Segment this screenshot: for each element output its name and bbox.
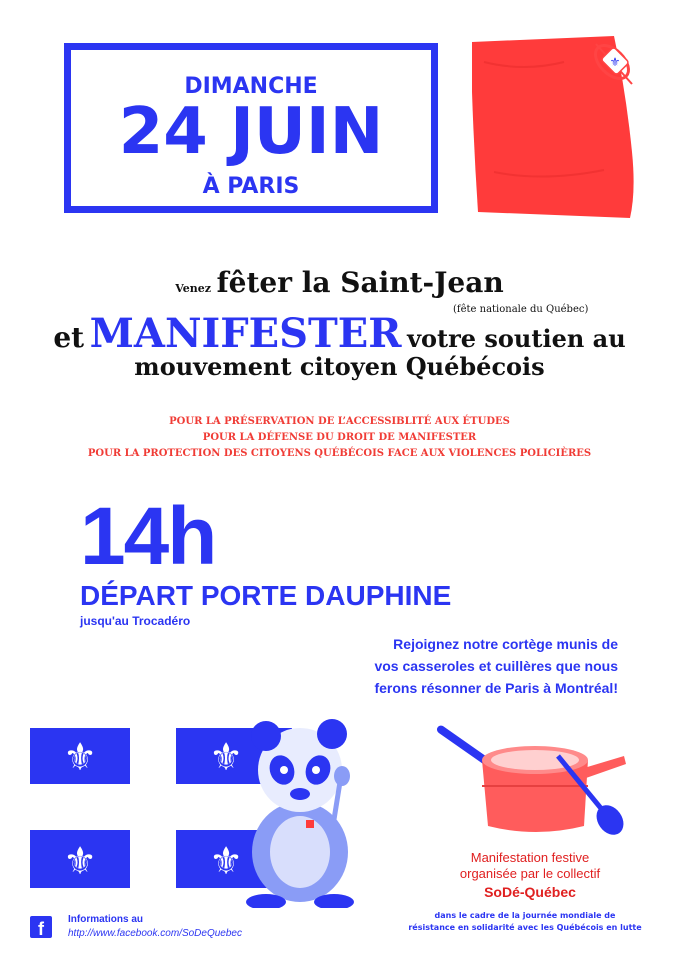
organizer-line: organisée par le collectif: [459, 866, 601, 881]
red-handkerchief-image: [464, 32, 640, 224]
cause-line: POUR LA DÉFENSE DU DROIT DE MANIFESTER: [202, 432, 477, 443]
facebook-url-link[interactable]: http://www.facebook.com/SoDeQuebec: [68, 928, 242, 939]
headline-feter: fêter la Saint-Jean: [216, 266, 504, 299]
date-number: 24 JUIN: [118, 95, 384, 169]
pot-and-spoon-image: [428, 716, 628, 840]
context-line: résistance en solidarité avec les Québécois en lutte: [408, 923, 642, 932]
cause-line: POUR LA PRÉSERVATION DE L’ACCESSIBLITÉ AUX ÉTUDES: [169, 416, 510, 427]
headline-mouvement: mouvement citoyen Québécois: [134, 352, 545, 381]
context-text: [390, 910, 660, 934]
cause-line: POUR LA PROTECTION DES CITOYENS QUÉBÉCOIS FACE AUX VIOLENCES POLICIÈRES: [87, 448, 592, 459]
headline-manifester: MANIFESTER: [89, 310, 402, 357]
headline-venez: Venez: [175, 282, 212, 295]
fleur-de-lis-icon: ⚜: [62, 839, 98, 883]
fleur-de-lis-icon: ⚜: [208, 735, 244, 779]
organizer-text: [400, 850, 660, 882]
event-time: 14h: [80, 491, 216, 582]
date-day: DIMANCHE: [184, 74, 318, 99]
panda-mascot-image: [236, 712, 362, 908]
organizer-name: SoDé-Québec: [484, 884, 576, 900]
facebook-icon: f: [30, 916, 52, 938]
headline-line2: [0, 310, 679, 357]
join-line: Rejoignez notre cortège munis de: [393, 636, 618, 652]
fleur-de-lis-icon: ⚜: [208, 839, 244, 883]
svg-text:⚜: ⚜: [609, 55, 621, 69]
context-line: dans le cadre de la journée mondiale de: [434, 911, 616, 920]
join-line: vos casseroles et cuillères que nous: [374, 658, 618, 674]
fleur-de-lis-icon: ⚜: [62, 735, 98, 779]
event-departure: DÉPART PORTE DAUPHINE: [80, 580, 452, 611]
headline-soutien: votre soutien au: [407, 324, 626, 353]
headline-parenthetical: (fête nationale du Québec): [453, 304, 589, 315]
headline-et: et: [53, 321, 85, 354]
organizer-line: Manifestation festive: [470, 850, 590, 865]
facebook-label: Informations au: [68, 914, 144, 925]
event-destination: jusqu'au Trocadéro: [80, 614, 191, 628]
date-box: [64, 43, 438, 213]
headline-line1: [0, 266, 679, 299]
join-line: ferons résonner de Paris à Montréal!: [374, 680, 618, 696]
join-message: [290, 633, 618, 699]
date-place: À PARIS: [202, 174, 300, 199]
